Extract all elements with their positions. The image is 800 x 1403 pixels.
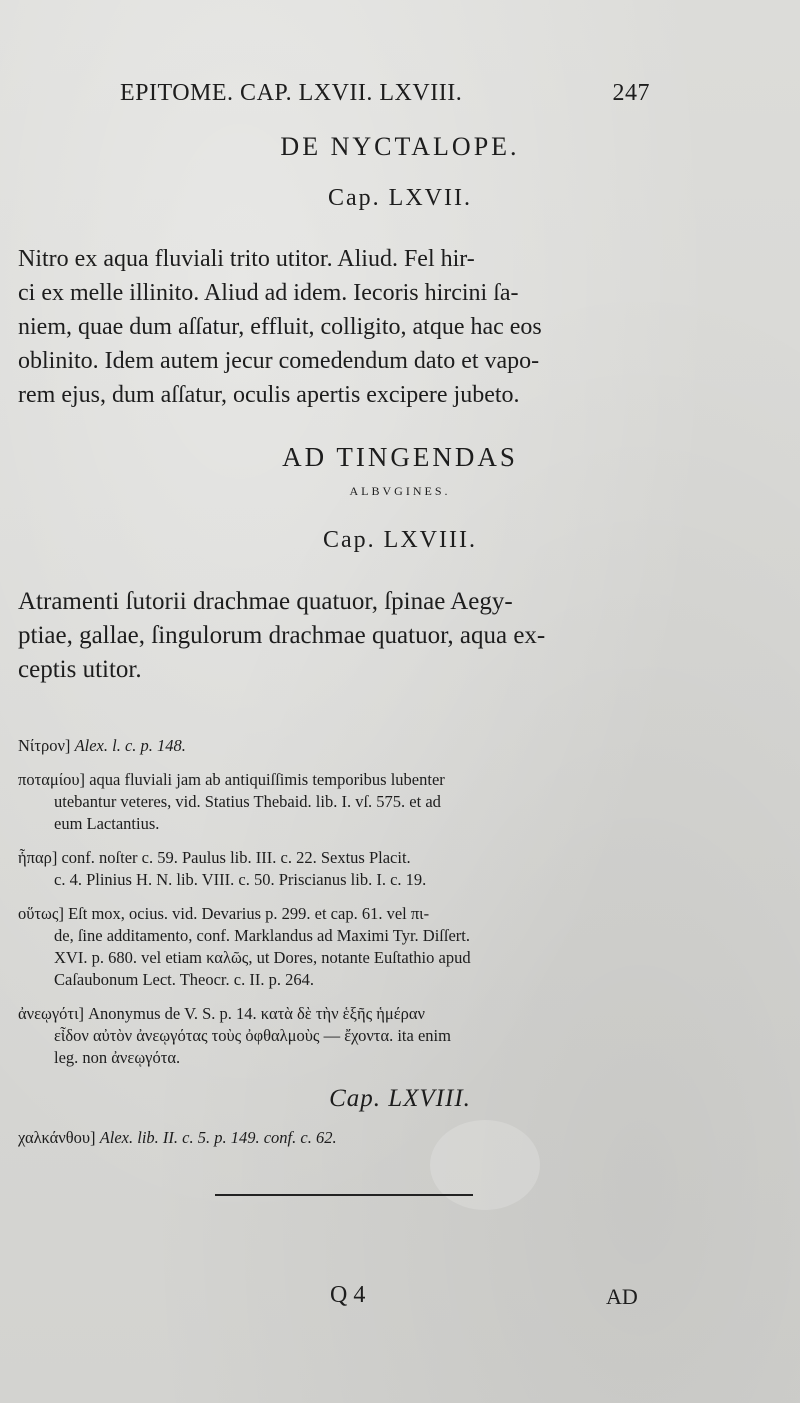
- note-text: XVI. p. 680. vel etiam καλῶς, ut Dores, notante Euſtathio apud: [54, 948, 471, 967]
- chapter-68-subtitle: ALBVGINES.: [349, 484, 451, 498]
- chapter-67-text: [18, 242, 640, 412]
- footnote: [18, 735, 648, 757]
- note-text: Eſt mox, ocius. vid. Devarius p. 299. et cap. 61. vel πι-: [68, 904, 430, 923]
- note-text: Caſaubonum Lect. Theocr. c. II. p. 264.: [54, 970, 314, 989]
- text-line: Nitro ex aqua fluviali trito utitor. Aliud. Fel hir-: [18, 246, 475, 272]
- text-line: rem ejus, dum aſſatur, oculis apertis excipere jubeto.: [18, 382, 520, 408]
- note-text: de, ſine additamento, conf. Marklandus ad Maximi Tyr. Diſſert.: [54, 926, 470, 945]
- footnote: [18, 903, 648, 991]
- chapter-68-title: AD TINGENDAS: [282, 442, 518, 472]
- note-lemma: οὕτως]: [18, 904, 64, 923]
- chapter-67-title: DE NYCTALOPE.: [280, 132, 520, 161]
- note-text: c. 4. Plinius H. N. lib. VIII. c. 50. Priscianus lib. I. c. 19.: [54, 870, 427, 889]
- running-header: [120, 80, 660, 107]
- chapter-68-heading: Cap. LXVIII.: [323, 527, 477, 553]
- catchword: AD: [606, 1284, 638, 1309]
- chapter-67-heading: Cap. LXVII.: [328, 185, 472, 211]
- footnote: [18, 1128, 638, 1148]
- running-title: EPITOME. CAP. LXVII. LXVIII.: [120, 80, 463, 106]
- footnotes: [18, 735, 648, 1081]
- text-line: ptiae, gallae, ſingulorum drachmae quatuor, aqua ex-: [18, 622, 546, 649]
- page-number: 247: [612, 80, 650, 106]
- note-text: Alex. l. c. p. 148.: [74, 736, 186, 755]
- note-text: leg. non ἀνεῳγότα.: [54, 1048, 181, 1067]
- note-text: eum Lactantius.: [54, 814, 160, 833]
- text-line: ci ex melle illinito. Aliud ad idem. Iecoris hircini ſa-: [18, 280, 519, 306]
- note-text: εἶδον αὐτὸν ἀνεῳγότας τοὺς ὀφθαλμοὺς — ἔχοντα. ita enim: [54, 1026, 451, 1045]
- notes-chapter-heading: Cap. LXVIII.: [329, 1085, 471, 1112]
- text-line: niem, quae dum aſſatur, effluit, colligito, atque hac eos: [18, 314, 542, 340]
- note-lemma: Νίτρον]: [18, 736, 71, 755]
- signature-mark: Q 4: [330, 1282, 366, 1308]
- note-lemma: ποταμίου]: [18, 770, 86, 789]
- note-lemma: ἧπαρ]: [18, 848, 58, 867]
- footnote: [18, 1003, 648, 1069]
- footnote: [18, 769, 648, 835]
- note-lemma: χαλκάνθου]: [18, 1128, 96, 1147]
- text-line: Atramenti ſutorii drachmae quatuor, ſpinae Aegy-: [18, 588, 513, 615]
- text-line: ceptis utitor.: [18, 656, 142, 683]
- text-line: oblinito. Idem autem jecur comedendum dato et vapo-: [18, 348, 540, 374]
- note-text: conf. noſter c. 59. Paulus lib. III. c. 22. Sextus Placit.: [61, 848, 411, 867]
- note-text: aqua fluviali jam ab antiquiſſimis temporibus lubenter: [89, 770, 445, 789]
- note-text: Alex. lib. II. c. 5. p. 149. conf. c. 62.: [99, 1128, 337, 1147]
- footnote: [18, 847, 648, 891]
- note-text: Anonymus de V. S. p. 14. κατὰ δὲ τὴν ἑξῆς ἡμέραν: [88, 1004, 425, 1023]
- divider-rule: [215, 1194, 473, 1196]
- note-lemma: ἀνεῳγότι]: [18, 1004, 84, 1023]
- note-text: utebantur veteres, vid. Statius Thebaid. lib. I. vſ. 575. et ad: [54, 792, 441, 811]
- chapter-68-text: [18, 585, 640, 687]
